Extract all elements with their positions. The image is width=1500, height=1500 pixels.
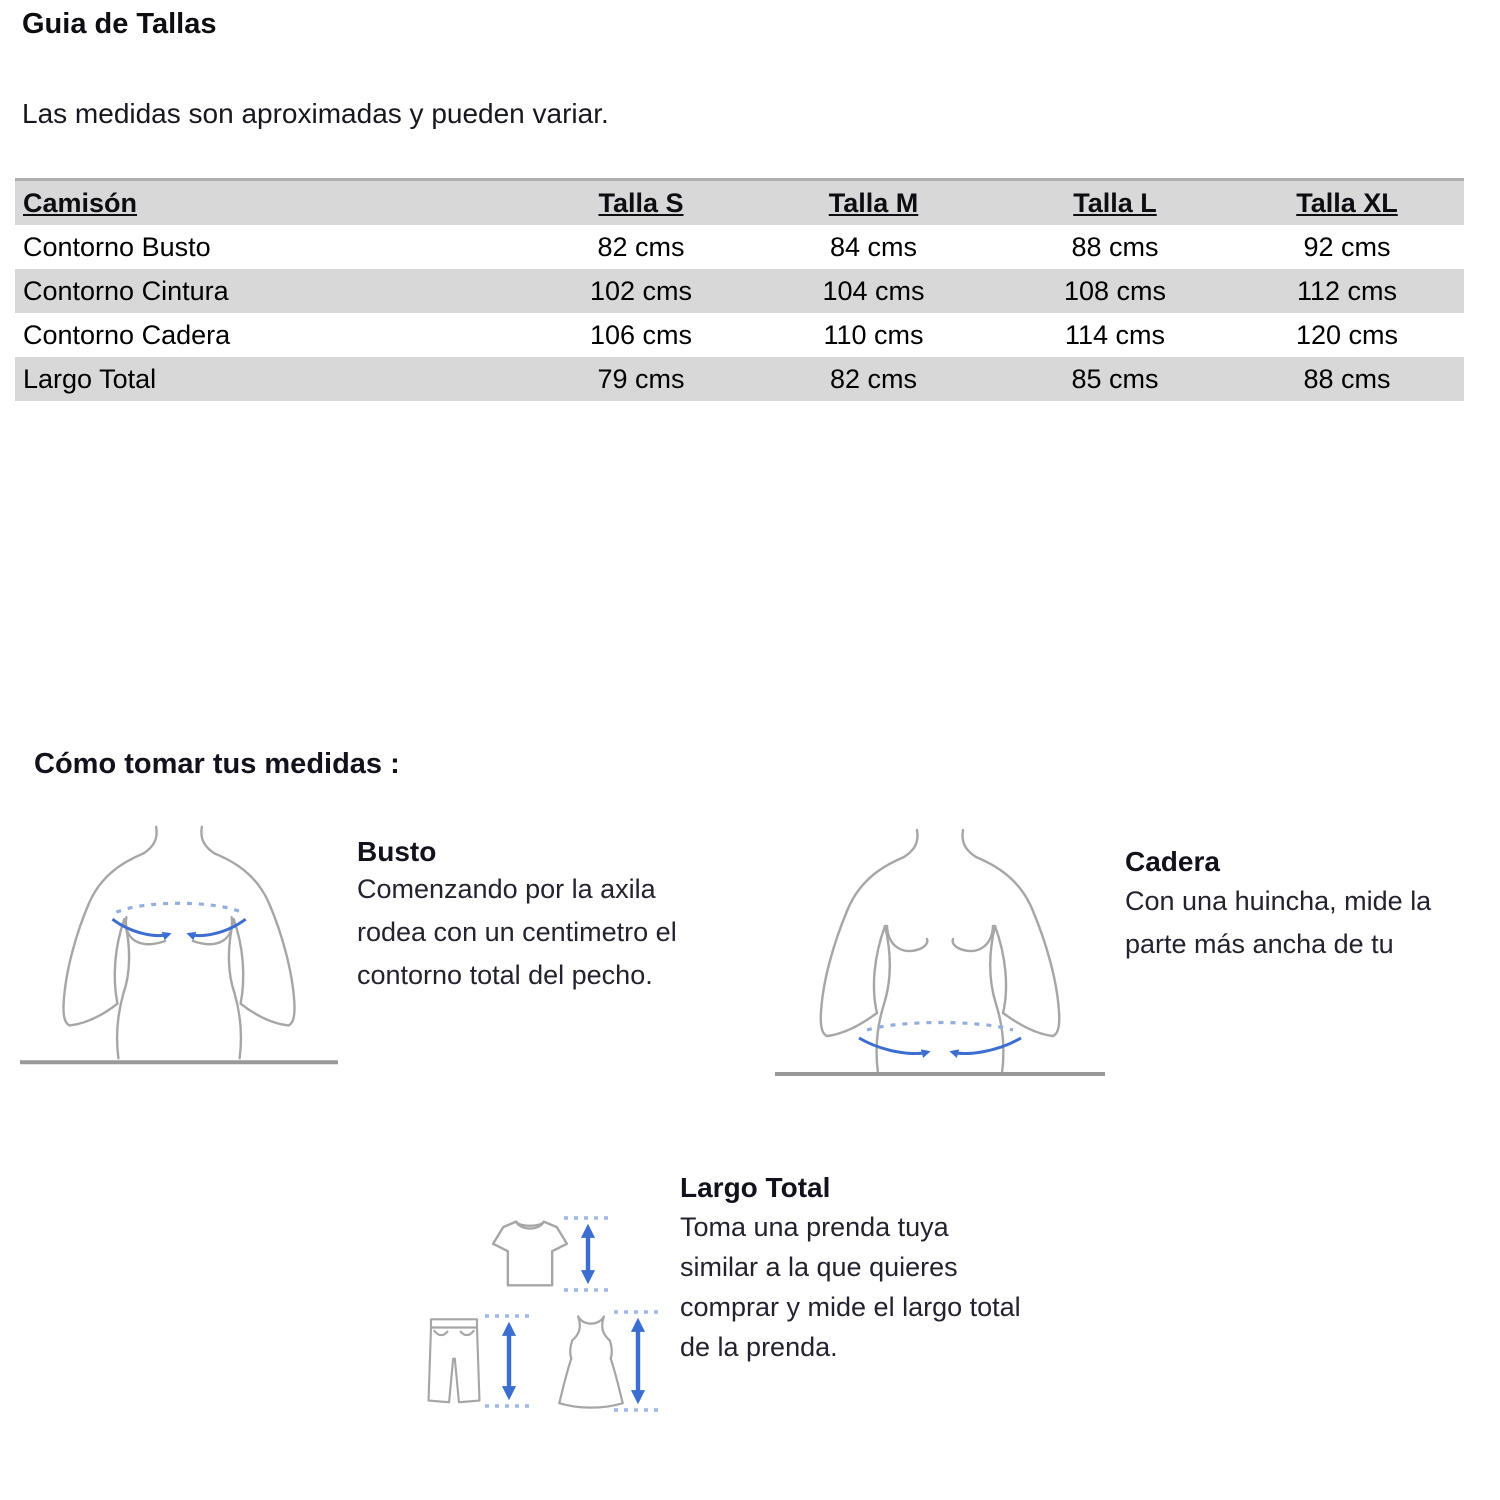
cell-value: 112 cms (1230, 269, 1464, 313)
column-header-size-xl: Talla XL (1230, 180, 1464, 226)
cell-value: 106 cms (589, 319, 693, 350)
column-header-size-s: Talla S (535, 180, 747, 226)
cell-value: 108 cms (1000, 269, 1230, 313)
cell-value: 82 cms (597, 231, 685, 262)
cell-value: 92 cms (1303, 231, 1391, 262)
largo-total-instructions: Toma una prenda tuya similar a la que quieres comprar y mide el largo total de la prenda. (680, 1212, 1021, 1362)
row-label: Contorno Busto (23, 231, 211, 262)
cadera-title: Cadera (1125, 846, 1220, 877)
largo-total-title: Largo Total (680, 1172, 831, 1203)
cell-value: 110 cms (823, 319, 924, 350)
pants-length-icon (422, 1316, 486, 1408)
table-row (15, 269, 1464, 313)
cell-value: 88 cms (1071, 231, 1159, 262)
torso-hip-measure-illustration (775, 826, 1105, 1080)
hip-dashed-line (867, 1023, 1013, 1031)
size-table (15, 178, 1464, 401)
cell-value: 82 cms (747, 357, 1000, 401)
how-to-measure-heading: Cómo tomar tus medidas : (34, 748, 400, 780)
column-header-size-l: Talla L (1000, 180, 1230, 226)
tshirt-length-icon (486, 1217, 574, 1289)
cadera-instructions: Con una huincha, mide la parte más ancha de tu (1125, 886, 1432, 959)
cell-value: 120 cms (1295, 319, 1399, 350)
busto-title: Busto (357, 836, 437, 867)
cell-value: 114 cms (1064, 319, 1166, 350)
row-label: Largo Total (15, 357, 535, 401)
cell-value: 88 cms (1230, 357, 1464, 401)
page-title: Guia de Tallas (22, 8, 217, 40)
vertical-double-arrow-icon (562, 1214, 614, 1294)
table-row (15, 225, 1464, 269)
table-row (15, 313, 1464, 357)
vertical-double-arrow-icon (612, 1308, 664, 1414)
cell-value: 102 cms (535, 269, 747, 313)
torso-bust-measure-illustration (20, 822, 338, 1068)
cell-value: 79 cms (535, 357, 747, 401)
busto-instructions: Comenzando por la axila rodea con un centimetro el contorno total del pecho. (357, 874, 677, 990)
row-label: Contorno Cadera (23, 319, 231, 350)
disclaimer-text: Las medidas son aproximadas y pueden variar. (22, 98, 609, 129)
bust-dashed-line (116, 903, 241, 912)
vertical-double-arrow-icon (483, 1312, 535, 1410)
cell-value: 84 cms (829, 231, 918, 262)
cell-value: 85 cms (1000, 357, 1230, 401)
row-label: Contorno Cintura (15, 269, 535, 313)
column-header-size-m: Talla M (747, 180, 1000, 226)
cell-value: 104 cms (747, 269, 1000, 313)
table-row (15, 357, 1464, 401)
size-table-header-row (15, 180, 1464, 226)
column-header-garment: Camisón (15, 180, 535, 226)
